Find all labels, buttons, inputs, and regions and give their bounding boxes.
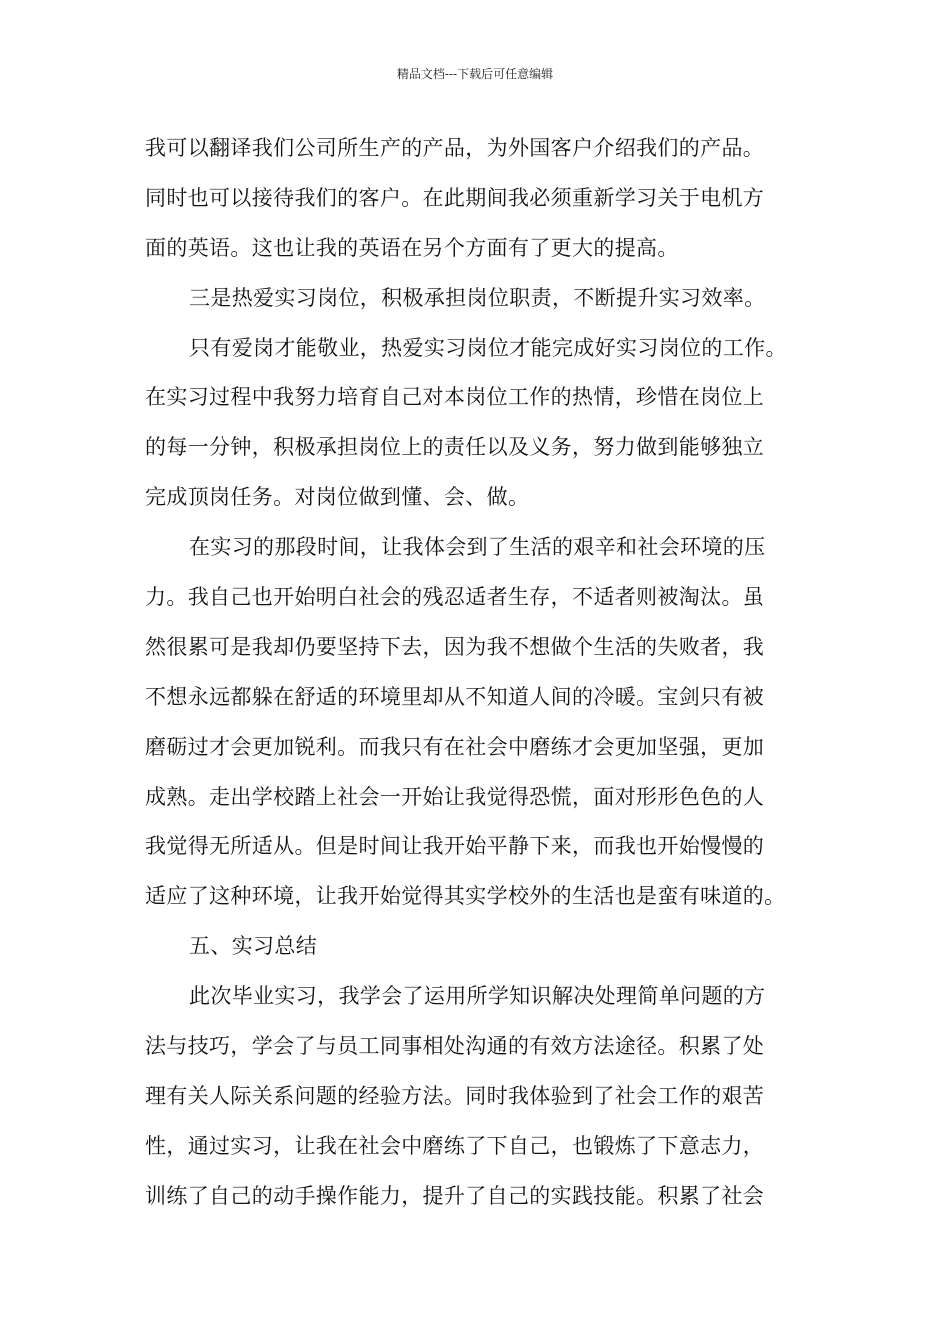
text-line: 适应了这种环境，让我开始觉得其实学校外的生活也是蛮有味道的。 (145, 884, 786, 909)
text-line: 然很累可是我却仍要坚持下去，因为我不想做个生活的失败者，我 (145, 634, 765, 659)
text-line: 在实习过程中我努力培育自己对本岗位工作的热情，珍惜在岗位上 (145, 385, 765, 410)
text-line: 训练了自己的动手操作能力，提升了自己的实践技能。积累了社会 (145, 1183, 765, 1208)
text-line: 法与技巧，学会了与员工同事相处沟通的有效方法途径。积累了处 (145, 1034, 765, 1059)
text-line: 只有爱岗才能敬业，热爱实习岗位才能完成好实习岗位的工作。 (189, 335, 787, 360)
text-line: 在实习的那段时间，让我体会到了生活的艰辛和社会环境的压 (189, 535, 766, 560)
text-line: 磨砺过才会更加锐利。而我只有在社会中磨练才会更加坚强，更加 (145, 734, 765, 759)
text-line: 不想永远都躲在舒适的环境里却从不知道人间的冷暖。宝剑只有被 (145, 684, 765, 709)
text-line: 性，通过实习，让我在社会中磨练了下自己，也锻炼了下意志力， (145, 1133, 765, 1158)
text-line: 的每一分钟，积极承担岗位上的责任以及义务，努力做到能够独立 (145, 435, 765, 460)
section-heading: 五、实习总结 (189, 934, 318, 959)
text-line: 我觉得无所适从。但是时间让我开始平静下来，而我也开始慢慢的 (145, 834, 765, 859)
paragraph-heading: 三是热爱实习岗位，积极承担岗位职责，不断提升实习效率。 (189, 285, 766, 310)
text-line: 同时也可以接待我们的客户。在此期间我必须重新学习关于电机方 (145, 185, 765, 210)
text-line: 面的英语。这也让我的英语在另个方面有了更大的提高。 (145, 235, 679, 260)
text-line: 此次毕业实习，我学会了运用所学知识解决处理简单问题的方 (189, 984, 766, 1009)
text-line: 理有关人际关系问题的经验方法。同时我体验到了社会工作的艰苦 (145, 1083, 765, 1108)
text-line: 力。我自己也开始明白社会的残忍适者生存，不适者则被淘汰。虽 (145, 585, 765, 610)
text-line: 成熟。走出学校踏上社会一开始让我觉得恐慌，面对形形色色的人 (145, 784, 765, 809)
text-line: 完成顶岗任务。对岗位做到懂、会、做。 (145, 485, 530, 510)
document-body (145, 124, 813, 1222)
page-header: 精品文档---下载后可任意编辑 (396, 67, 554, 81)
text-line: 我可以翻译我们公司所生产的产品，为外国客户介绍我们的产品。 (145, 136, 765, 160)
